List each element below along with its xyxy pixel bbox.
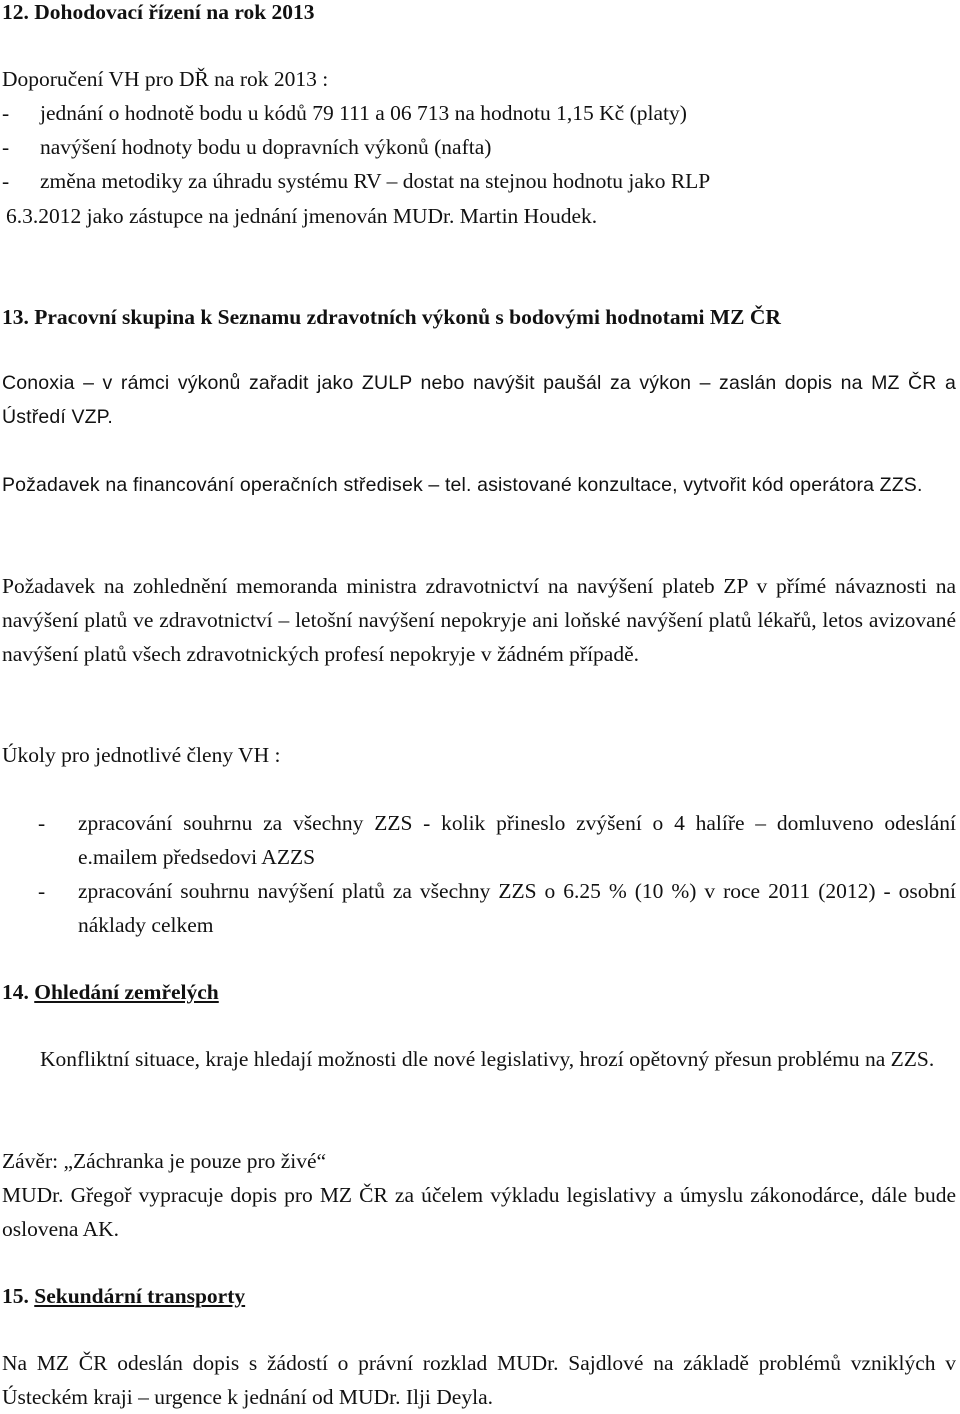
section-12-heading: 12. Dohodovací řízení na rok 2013	[2, 0, 315, 24]
section-13-tasks-title: Úkoly pro jednotlivé členy VH :	[2, 743, 281, 767]
list-item: - zpracování souhrnu navýšení platů za všechny ZZS o 6.25 % (10 %) v roce 2011 (2012) - osobní náklady celkem	[2, 874, 956, 942]
section-15-heading	[2, 1279, 956, 1313]
section-14-conclusion-title: Závěr: „Záchranka je pouze pro živé“	[2, 1149, 327, 1173]
section-14-heading	[2, 975, 956, 1009]
section-13-paragraph-3: Požadavek na zohlednění memoranda ministra zdravotnictví na navýšení plateb ZP v přímé návaznosti na navýšení platů ve zdravotnictví – letošní navýšení nepokryje ani loňské navýšení platů lékařů, letos avizované navýšení platů všech zdravotnických profesí nepokryje v žádném případě.	[2, 574, 956, 666]
section-14-conclusion-text: MUDr. Gřegoř vypracuje dopis pro MZ ČR za účelem výkladu legislativy a úmyslu zákonodárce, dále bude oslovena AK.	[2, 1183, 956, 1241]
section-14-number: 14.	[2, 980, 29, 1004]
section-12-bullet-list	[2, 96, 956, 198]
section-15-title: Sekundární transporty	[34, 1284, 246, 1308]
dash-bullet: -	[2, 169, 10, 193]
section-13-heading: 13. Pracovní skupina k Seznamu zdravotních výkonů s bodovými hodnotami MZ ČR	[2, 305, 781, 329]
dash-bullet: -	[2, 101, 10, 125]
section-12-note: 6.3.2012 jako zástupce na jednání jmenován MUDr. Martin Houdek.	[6, 204, 598, 228]
section-13-task-list	[2, 806, 956, 942]
dash-bullet: -	[38, 811, 46, 835]
list-item: - zpracování souhrnu za všechny ZZS - kolik přineslo zvýšení o 4 halíře – domluveno odeslání e.mailem předsedovi AZZS	[2, 806, 956, 874]
section-13-paragraph-1: Conoxia – v rámci výkonů zařadit jako ZULP nebo navýšit paušál za výkon – zaslán dopis na MZ ČR a Ústředí VZP.	[2, 372, 956, 428]
section-12-intro: Doporučení VH pro DŘ na rok 2013 :	[2, 67, 329, 91]
list-item: - jednání o hodnotě bodu u kódů 79 111 a 06 713 na hodnotu 1,15 Kč (platy)	[2, 96, 956, 130]
dash-bullet: -	[2, 135, 10, 159]
section-13-paragraph-2: Požadavek na financování operačních středisek – tel. asistované konzultace, vytvořit kód operátora ZZS.	[2, 474, 923, 496]
list-item: - navýšení hodnoty bodu u dopravních výkonů (nafta)	[2, 130, 956, 164]
section-14-title: Ohledání zemřelých	[34, 980, 219, 1004]
section-15-number: 15.	[2, 1284, 29, 1308]
section-15-paragraph: Na MZ ČR odeslán dopis s žádostí o právní rozklad MUDr. Sajdlové na základě problémů vzniklých v Ústeckém kraji – urgence k jednání od MUDr. Ilji Deyla.	[2, 1351, 956, 1409]
list-item: - změna metodiky za úhradu systému RV – dostat na stejnou hodnotu jako RLP	[2, 164, 956, 198]
section-14-paragraph: Konfliktní situace, kraje hledají možnosti dle nové legislativy, hrozí opětovný přesun problému na ZZS.	[40, 1047, 935, 1071]
dash-bullet: -	[38, 879, 46, 903]
